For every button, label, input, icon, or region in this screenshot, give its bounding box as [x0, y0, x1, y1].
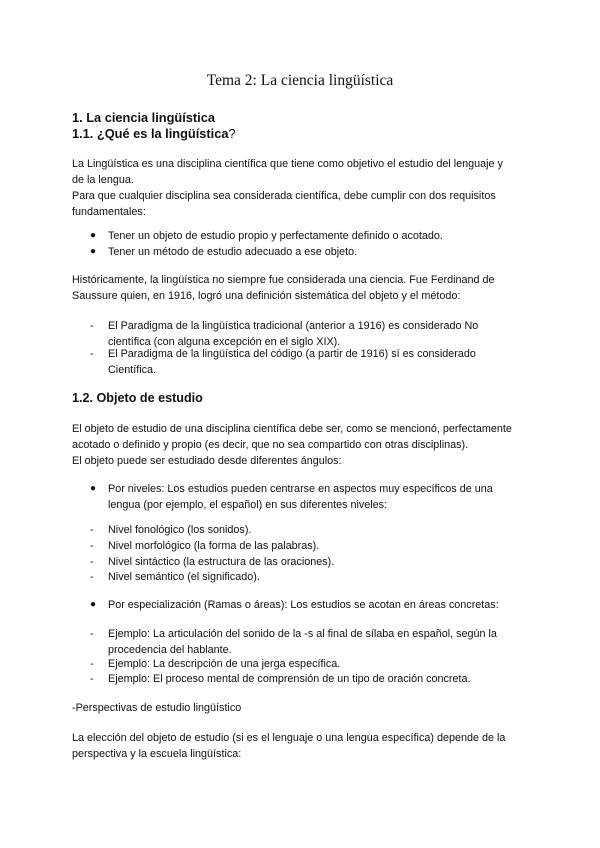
list-item-line: El Paradigma de la lingüística tradicional (anterior a 1916) es considerado No: [108, 320, 479, 332]
list-item: [108, 346, 528, 378]
paragraph-line: La Lingüística es una disciplina científica que tiene como objetivo el estudio del lenguaje y: [72, 158, 503, 170]
dash-icon: -: [90, 524, 94, 536]
list-item-line: El Paradigma de la lingüística del código (a partir de 1916) sí es considerado: [108, 348, 476, 360]
perspectives-label: -Perspectivas de estudio lingüístico: [72, 702, 242, 714]
paragraph-object: [72, 421, 532, 469]
list-item-line: Por niveles: Los estudios pueden centrarse en aspectos muy específicos de una: [108, 483, 493, 495]
list-item: [108, 481, 528, 513]
paragraph-line: El objeto puede ser estudiado desde diferentes ángulos:: [72, 455, 342, 467]
paragraph-line: El objeto de estudio de una disciplina científica debe ser, como se mencionó, perfectamente: [72, 423, 512, 435]
list-item-line: procedencia del hablante.: [108, 644, 232, 656]
paragraph-line: perspectiva y la escuela lingüística:: [72, 748, 242, 760]
subsection-heading-text: 1.1. ¿Qué es la lingüística: [72, 126, 229, 141]
paragraph-intro: [72, 156, 532, 220]
dash-icon: -: [90, 540, 94, 552]
paragraph-line: La elección del objeto de estudio (si es el lenguaje o una lengua específica) depende de la: [72, 732, 506, 744]
paragraph-line: Históricamente, la lingüística no siempre fue considerada una ciencia. Fue Ferdinand de: [72, 274, 495, 286]
list-item-line: Científica.: [108, 364, 157, 376]
dash-icon: -: [90, 673, 94, 685]
list-item: Nivel morfológico (la forma de las palabras).: [108, 540, 320, 552]
section-heading: 1. La ciencia lingüística: [72, 110, 215, 125]
list-item: Tener un método de estudio adecuado a ese objeto.: [108, 246, 358, 258]
dash-icon: -: [90, 320, 94, 332]
paragraph-line: acotado o definido y propio (es decir, que no sea compartido con otras disciplinas).: [72, 439, 469, 451]
subsection-heading: [72, 126, 236, 142]
dash-icon: -: [90, 628, 94, 640]
list-item: Nivel sintáctico (la estructura de las oraciones).: [108, 556, 335, 568]
bullet-icon: ●: [90, 599, 97, 610]
page-title: Tema 2: La ciencia lingüística: [206, 72, 394, 89]
list-item: Nivel semántico (el significado).: [108, 571, 260, 583]
list-item: Ejemplo: La descripción de una jerga específica.: [108, 658, 341, 670]
subsection-heading-question-mark: ?: [228, 126, 236, 141]
bullet-icon: ●: [90, 230, 97, 241]
list-item-line: científica (con alguna excepción en el siglo XIX).: [108, 336, 341, 348]
list-item: Por especialización (Ramas o áreas): Los estudios se acotan en áreas concretas:: [108, 599, 499, 611]
section-heading: 1.2. Objeto de estudio: [72, 391, 203, 405]
paragraph-line: Para que cualquier disciplina sea considerada científica, debe cumplir con dos requisitos: [72, 190, 496, 202]
bullet-icon: ●: [90, 483, 97, 494]
list-item: Nivel fonológico (los sonidos).: [108, 524, 252, 536]
dash-icon: -: [90, 658, 94, 670]
paragraph-final: [72, 730, 532, 762]
list-item-line: lengua (por ejemplo, el español) en sus diferentes niveles:: [108, 499, 388, 511]
list-item: Ejemplo: El proceso mental de comprensión de un tipo de oración concreta.: [108, 673, 471, 685]
paragraph-line: fundamentales:: [72, 206, 146, 218]
paragraph-line: de la lengua.: [72, 174, 134, 186]
dash-icon: -: [90, 556, 94, 568]
bullet-icon: ●: [90, 246, 97, 257]
paragraph-line: Saussure quien, en 1916, logró una definición sistemática del objeto y el método:: [72, 290, 461, 302]
list-item: Tener un objeto de estudio propio y perfectamente definido o acotado.: [108, 230, 443, 242]
dash-icon: -: [90, 348, 94, 360]
list-item-line: Ejemplo: La articulación del sonido de la -s al final de sílaba en español, según la: [108, 628, 497, 640]
paragraph-history: [72, 272, 532, 304]
list-item: [108, 626, 528, 658]
dash-icon: -: [90, 571, 94, 583]
